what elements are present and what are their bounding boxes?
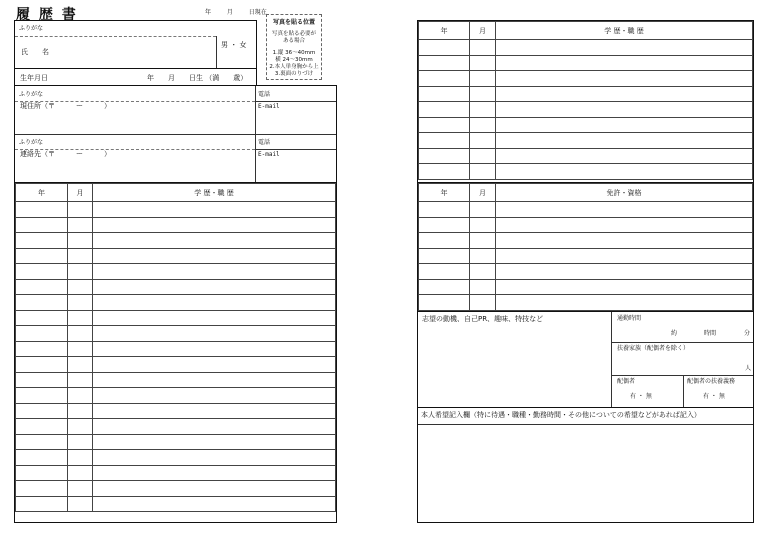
history-left-month-header: 月 (68, 184, 93, 202)
history-left-row (16, 295, 336, 311)
history-right-year-cell[interactable] (419, 133, 470, 149)
photo-spec-3: 2.本人単身胸から上 (269, 64, 319, 70)
history-left-month-cell[interactable] (68, 233, 93, 249)
motivation-section (417, 311, 754, 408)
licenses-month-header: 月 (470, 184, 496, 202)
history-left-row (16, 465, 336, 481)
history-right-year-cell[interactable] (419, 117, 470, 133)
history-right-month-cell[interactable] (470, 86, 496, 102)
licenses-month-cell[interactable] (470, 233, 496, 249)
history-right-entry-cell[interactable] (496, 55, 753, 71)
licenses-month-cell[interactable] (470, 279, 496, 295)
history-right-month-cell[interactable] (470, 117, 496, 133)
history-right-month-cell[interactable] (470, 164, 496, 180)
history-left-month-cell[interactable] (68, 248, 93, 264)
history-right-entry-cell[interactable] (496, 40, 753, 56)
history-left-entry-cell[interactable] (93, 434, 336, 450)
history-right-year-cell[interactable] (419, 40, 470, 56)
history-left-entry-cell[interactable] (93, 357, 336, 373)
history-left-month-cell[interactable] (68, 341, 93, 357)
history-right-month-cell[interactable] (470, 133, 496, 149)
history-left-entry-cell[interactable] (93, 233, 336, 249)
photo-heading: 写真を貼る位置 (272, 19, 315, 26)
history-left-entry-cell[interactable] (93, 326, 336, 342)
history-left-entry-cell[interactable] (93, 264, 336, 280)
history-right-row (419, 40, 753, 56)
history-left-month-cell[interactable] (68, 326, 93, 342)
history-right-entry-cell[interactable] (496, 148, 753, 164)
history-right-entry-cell[interactable] (496, 133, 753, 149)
history-left-row (16, 341, 336, 357)
history-left-row (16, 264, 336, 280)
history-left-year-cell[interactable] (16, 481, 68, 497)
licenses-year-cell[interactable] (419, 264, 470, 280)
history-left-month-cell[interactable] (68, 419, 93, 435)
history-left-row (16, 403, 336, 419)
history-left-year-cell[interactable] (16, 233, 68, 249)
history-right-row (419, 55, 753, 71)
history-right-title-header: 学 歴・職 歴 (496, 22, 753, 40)
address-section (14, 85, 337, 183)
history-left-month-cell[interactable] (68, 496, 93, 512)
history-right-row (419, 133, 753, 149)
history-left-year-cell[interactable] (16, 357, 68, 373)
licenses-year-cell[interactable] (419, 233, 470, 249)
licenses-month-cell[interactable] (470, 202, 496, 218)
history-left-row (16, 233, 336, 249)
history-right-entry-cell[interactable] (496, 164, 753, 180)
commute-minutes: 分 (744, 330, 751, 337)
history-left-row (16, 326, 336, 342)
history-right-year-header: 年 (419, 22, 470, 40)
history-left-entry-cell[interactable] (93, 248, 336, 264)
history-left-month-cell[interactable] (68, 279, 93, 295)
address-phone-label: 電話 (258, 91, 271, 98)
licenses-month-cell[interactable] (470, 217, 496, 233)
photo-spec-2: 横 24〜30mm (275, 57, 313, 63)
history-left-month-cell[interactable] (68, 295, 93, 311)
licenses-row (419, 248, 753, 264)
licenses-entry-cell[interactable] (496, 295, 753, 311)
licenses-entry-cell[interactable] (496, 217, 753, 233)
history-left-year-cell[interactable] (16, 295, 68, 311)
history-left-entry-cell[interactable] (93, 465, 336, 481)
licenses-row (419, 202, 753, 218)
address-furigana-label: ふりがな (19, 91, 44, 98)
commute-label: 通勤時間 (617, 315, 642, 322)
spouse-label: 配偶者 (617, 378, 636, 385)
history-left-row (16, 202, 336, 218)
history-left-year-cell[interactable] (16, 264, 68, 280)
history-left-entry-cell[interactable] (93, 450, 336, 466)
name-label: 氏 名 (21, 48, 49, 56)
licenses-entry-cell[interactable] (496, 248, 753, 264)
history-left-entry-cell[interactable] (93, 279, 336, 295)
licenses-entry-cell[interactable] (496, 264, 753, 280)
licenses-entry-cell[interactable] (496, 202, 753, 218)
licenses-entry-cell[interactable] (496, 233, 753, 249)
history-left-year-cell[interactable] (16, 248, 68, 264)
history-right-month-cell[interactable] (470, 55, 496, 71)
history-left-entry-cell[interactable] (93, 419, 336, 435)
history-right-entry-cell[interactable] (496, 86, 753, 102)
licenses-row (419, 295, 753, 311)
wishes-section (417, 407, 754, 523)
history-right-row (419, 164, 753, 180)
birthdate-fields[interactable]: 年 月 日生 （満 歳） (147, 74, 248, 82)
history-left-row (16, 496, 336, 512)
history-left-entry-cell[interactable] (93, 310, 336, 326)
date-month: 月 (226, 9, 233, 16)
spouse-value[interactable]: 有 ・ 無 (630, 393, 652, 400)
licenses-table (417, 182, 754, 312)
licenses-row (419, 279, 753, 295)
document-title: 履 歴 書 (16, 7, 78, 23)
photo-spec-4: 3.裏面のりづけ (274, 71, 314, 77)
history-left-row (16, 481, 336, 497)
birthdate-label: 生年月日 (20, 74, 48, 82)
history-left-month-cell[interactable] (68, 202, 93, 218)
dependents-unit: 人 (745, 365, 752, 372)
history-left-entry-cell[interactable] (93, 372, 336, 388)
address-label: 現住所（〒 ー ） (20, 102, 111, 110)
history-right-year-cell[interactable] (419, 71, 470, 87)
history-left-year-cell[interactable] (16, 217, 68, 233)
date-line (205, 9, 267, 16)
licenses-year-cell[interactable] (419, 295, 470, 311)
history-left-month-cell[interactable] (68, 481, 93, 497)
date-year: 年 (205, 9, 212, 16)
history-left-year-cell[interactable] (16, 202, 68, 218)
history-left-year-header: 年 (16, 184, 68, 202)
history-left-entry-cell[interactable] (93, 403, 336, 419)
history-right-year-cell[interactable] (419, 164, 470, 180)
history-right-entry-cell[interactable] (496, 117, 753, 133)
history-right-year-cell[interactable] (419, 55, 470, 71)
contact-furigana-label: ふりがな (19, 139, 44, 146)
history-left-month-cell[interactable] (68, 217, 93, 233)
licenses-entry-cell[interactable] (496, 279, 753, 295)
history-table-left (14, 182, 337, 523)
history-right-row (419, 86, 753, 102)
history-left-year-cell[interactable] (16, 326, 68, 342)
history-left-title-header: 学 歴・職 歴 (93, 184, 336, 202)
history-right-year-cell[interactable] (419, 148, 470, 164)
history-left-entry-cell[interactable] (93, 481, 336, 497)
spouse-support-label: 配偶者の扶養義務 (687, 378, 736, 385)
licenses-year-cell[interactable] (419, 202, 470, 218)
history-left-row (16, 450, 336, 466)
history-right-row (419, 71, 753, 87)
history-left-year-cell[interactable] (16, 372, 68, 388)
history-left-month-cell[interactable] (68, 264, 93, 280)
history-left-entry-cell[interactable] (93, 295, 336, 311)
history-left-month-cell[interactable] (68, 388, 93, 404)
history-left-row (16, 279, 336, 295)
dependents-label: 扶養家族（配偶者を除く） (617, 345, 690, 352)
commute-about: 約 (671, 330, 678, 337)
history-left-month-cell[interactable] (68, 434, 93, 450)
history-right-row (419, 148, 753, 164)
history-left-entry-cell[interactable] (93, 217, 336, 233)
photo-note: 写真を貼る必要がある場合 (271, 31, 316, 44)
history-left-month-cell[interactable] (68, 357, 93, 373)
birthdate-row (14, 68, 257, 86)
history-left-month-cell[interactable] (68, 372, 93, 388)
history-right-entry-cell[interactable] (496, 102, 753, 118)
photo-area (266, 14, 322, 80)
history-left-row (16, 217, 336, 233)
licenses-row (419, 233, 753, 249)
history-right-month-header: 月 (470, 22, 496, 40)
history-left-year-cell[interactable] (16, 434, 68, 450)
history-left-row (16, 310, 336, 326)
history-left-entry-cell[interactable] (93, 341, 336, 357)
history-left-year-cell[interactable] (16, 388, 68, 404)
history-left-year-cell[interactable] (16, 496, 68, 512)
history-right-year-cell[interactable] (419, 102, 470, 118)
contact-label: 連絡先（〒 ー ） (20, 150, 111, 158)
photo-spec-1: 1.縦 36〜40mm (272, 50, 316, 56)
motivation-label: 志望の動機、自己PR、趣味、特技など (422, 315, 544, 323)
history-right-year-cell[interactable] (419, 86, 470, 102)
history-right-row (419, 102, 753, 118)
history-left-entry-cell[interactable] (93, 202, 336, 218)
history-right-month-cell[interactable] (470, 40, 496, 56)
history-left-row (16, 248, 336, 264)
history-left-row (16, 434, 336, 450)
history-left-row (16, 388, 336, 404)
history-table-right (417, 20, 754, 183)
history-left-row (16, 357, 336, 373)
history-right-month-cell[interactable] (470, 148, 496, 164)
history-left-year-cell[interactable] (16, 341, 68, 357)
licenses-month-cell[interactable] (470, 295, 496, 311)
contact-email-label: E-mail (258, 151, 280, 158)
licenses-row (419, 264, 753, 280)
history-left-row (16, 419, 336, 435)
contact-phone-label: 電話 (258, 139, 271, 146)
address-email-label: E-mail (258, 103, 280, 110)
commute-hours: 時間 (704, 330, 717, 337)
licenses-year-cell[interactable] (419, 279, 470, 295)
date-day: 日現在 (248, 9, 267, 16)
licenses-title-header: 免許・資格 (496, 184, 753, 202)
history-left-month-cell[interactable] (68, 450, 93, 466)
history-left-entry-cell[interactable] (93, 496, 336, 512)
licenses-year-header: 年 (419, 184, 470, 202)
history-left-month-cell[interactable] (68, 403, 93, 419)
history-right-row (419, 117, 753, 133)
history-left-year-cell[interactable] (16, 465, 68, 481)
history-left-year-cell[interactable] (16, 310, 68, 326)
history-left-year-cell[interactable] (16, 279, 68, 295)
history-left-month-cell[interactable] (68, 310, 93, 326)
history-left-month-cell[interactable] (68, 465, 93, 481)
licenses-row (419, 217, 753, 233)
history-right-entry-cell[interactable] (496, 71, 753, 87)
licenses-year-cell[interactable] (419, 248, 470, 264)
licenses-month-cell[interactable] (470, 248, 496, 264)
licenses-year-cell[interactable] (419, 217, 470, 233)
name-furigana-label: ふりがな (19, 25, 44, 32)
licenses-month-cell[interactable] (470, 264, 496, 280)
history-left-year-cell[interactable] (16, 403, 68, 419)
name-section (14, 20, 257, 69)
gender-field[interactable]: 男 ・ 女 (221, 41, 247, 49)
history-right-month-cell[interactable] (470, 71, 496, 87)
history-left-year-cell[interactable] (16, 450, 68, 466)
history-right-month-cell[interactable] (470, 102, 496, 118)
spouse-support-value[interactable]: 有 ・ 無 (703, 393, 725, 400)
history-left-entry-cell[interactable] (93, 388, 336, 404)
history-left-year-cell[interactable] (16, 419, 68, 435)
history-left-row (16, 372, 336, 388)
wishes-label: 本人希望記入欄（特に待遇・職種・勤務時間・その他についての希望などがあれば記入） (421, 411, 701, 419)
